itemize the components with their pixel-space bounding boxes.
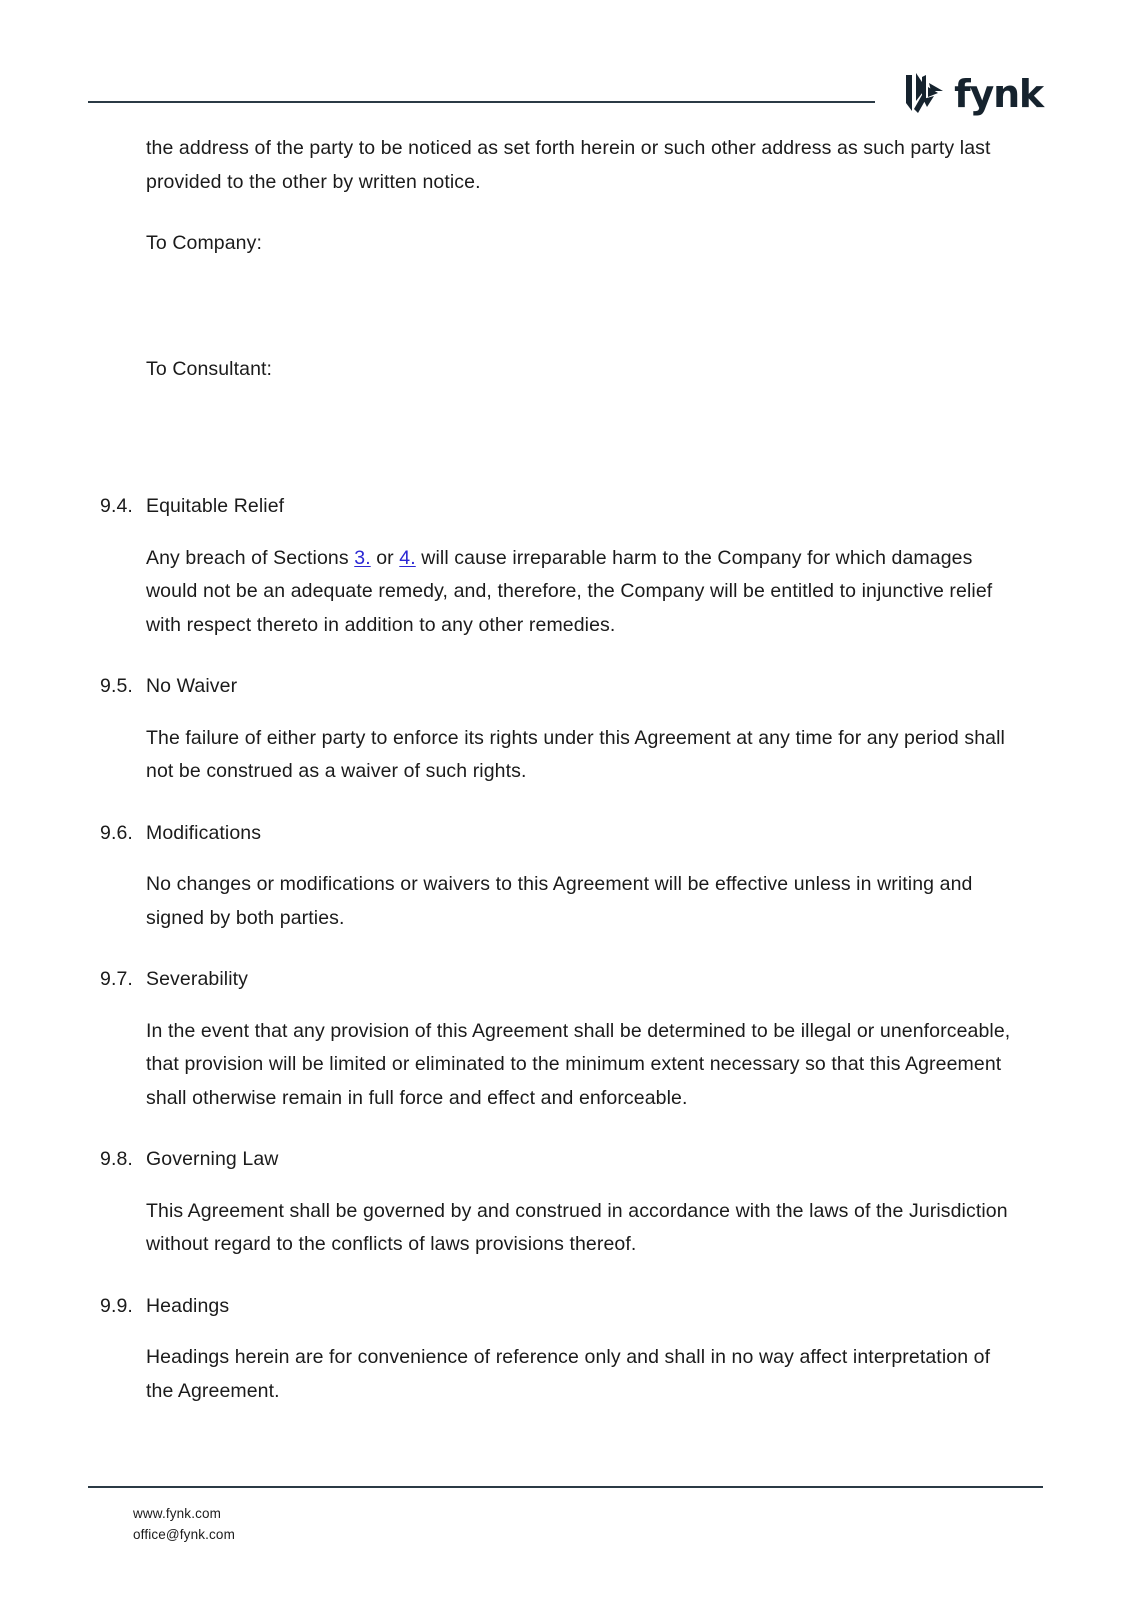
fynk-logo [901,60,1043,126]
section-link-4[interactable]: 4. [399,546,416,569]
spacer [0,199,1131,227]
section-body-suffix: will cause irreparable harm to the Company for which damages would not be an adequate remedy, and, therefore, the Company will be entitled to injunctive relief with respect thereto in addition to any other remedies. [146,546,993,636]
section-number: 9.8. [100,1148,133,1170]
origami-bird-icon [901,69,947,117]
section-title: Governing Law [146,1148,279,1170]
section-body-9-5: The failure of either party to enforce its rights under this Agreement at any time for any period shall not be construed as a waiver of such rights. [146,726,1005,782]
spacer [0,997,1131,1015]
spacer [0,1323,1131,1341]
section-heading-9-4 [0,490,1131,524]
footer-email[interactable]: office@fynk.com [133,1527,235,1542]
signature-block-company [0,261,1131,353]
spacer [0,789,1131,817]
section-number: 9.7. [100,968,133,990]
spacer [0,1177,1131,1195]
spacer [0,524,1131,542]
spacer [0,850,1131,868]
section-body-prefix: Any breach of Sections [146,546,355,569]
page-header [88,60,1043,130]
section-title: Headings [146,1294,230,1317]
section-number: 9.9. [100,1294,133,1317]
page-footer [88,1486,1043,1545]
footer-website[interactable]: www.fynk.com [133,1506,222,1521]
spacer [0,1115,1131,1143]
section-title: No Waiver [146,675,238,697]
spacer [0,704,1131,722]
section-body-9-8: This Agreement shall be governed by and construed in accordance with the laws of the Jurisdiction without regard to the conflicts of laws provisions thereof. [146,1199,1008,1255]
section-heading-9-5 [0,670,1131,704]
to-company-label: To Company: [146,232,262,254]
section-body-9-7: In the event that any provision of this Agreement shall be determined to be illegal or unenforceable, that provision will be limited or eliminated to the minimum extent necessary so that this Agreement shall otherwise remain in full force and effect and enforceable. [146,1019,1011,1109]
section-link-3[interactable]: 3. [354,546,371,569]
section-title: Severability [146,968,248,990]
section-body-9-4 [0,542,1131,643]
document-content [0,132,1131,1408]
section-body-9-6: No changes or modifications or waivers to this Agreement will be effective unless in writing and signed by both parties. [146,873,973,929]
section-heading-9-8 [0,1143,1131,1177]
section-title: Equitable Relief [146,495,285,517]
spacer [0,642,1131,670]
section-number: 9.5. [100,675,133,697]
header-divider [88,101,875,103]
section-body-9-9: Headings herein are for convenience of reference only and shall in no way affect interpretation of the Agreement. [146,1346,991,1402]
section-heading-9-7 [0,963,1131,997]
spacer [0,935,1131,963]
section-number: 9.4. [100,495,133,517]
section-title: Modifications [146,821,262,844]
fynk-wordmark: fynk [954,72,1043,116]
to-consultant-label: To Consultant: [146,357,273,380]
footer-contact [88,1488,1043,1545]
section-body-middle: or [370,546,400,569]
spacer [0,1262,1131,1290]
section-heading-9-6 [0,817,1131,851]
intro-paragraph: the address of the party to be noticed as set forth herein or such other address as such party last provided to the other by written notice. [146,137,991,193]
section-heading-9-9 [0,1290,1131,1324]
signature-block-consultant [0,386,1131,490]
section-number: 9.6. [100,821,133,844]
